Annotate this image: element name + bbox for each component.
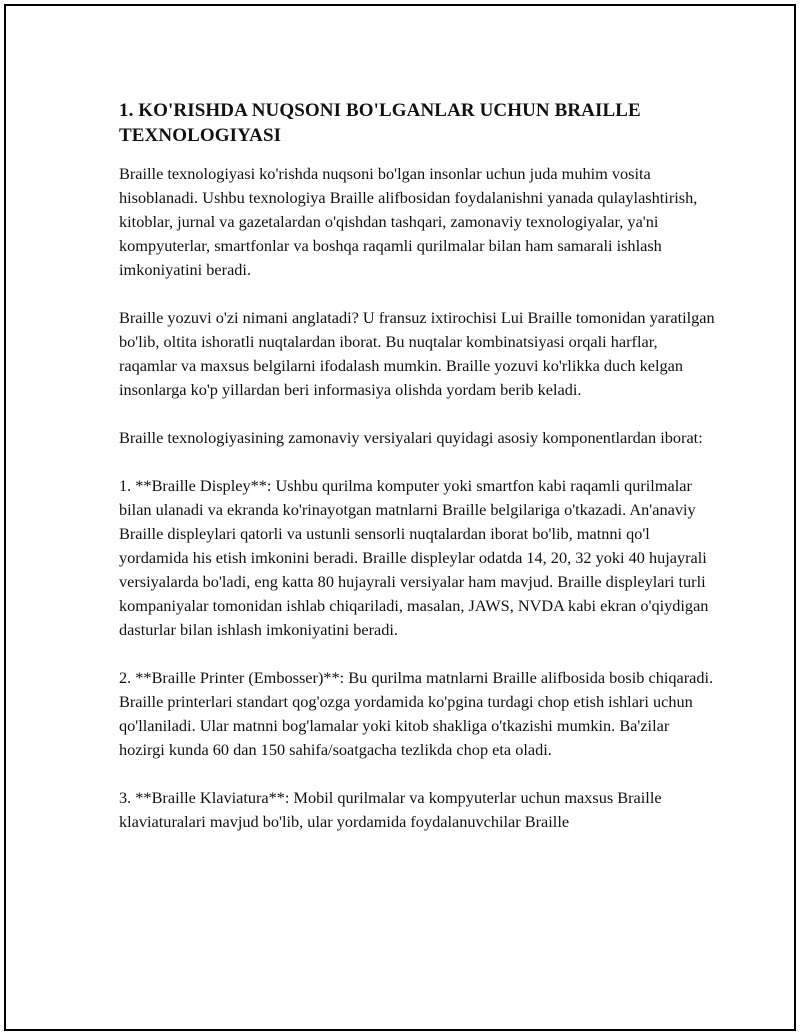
document-body (119, 98, 719, 858)
paragraph-braille-display: 1. **Braille Displey**: Ushbu qurilma komputer yoki smartfon kabi raqamli qurilmalar bilan ulanadi va ekranda ko'rinayotgan matnlarni Braille belgilariga o'tkazadi. An'anaviy Braille displeylari qatorli va ustunli sensorli nuqtalardan iborat bo'lib, matnni qo'l yordamida his etish imkonini beradi. Braille displeylar odatda 14, 20, 32 yoki 40 hujayrali versiyalarda bo'ladi, eng katta 80 hujayrali versiyalar ham mavjud. Braille displeylari turli kompaniyalar tomonidan ishlab chiqariladi, masalan, JAWS, NVDA kabi ekran o'qiydigan dasturlar bilan ishlash imkoniyatini beradi. (119, 476, 709, 639)
document-title: 1. KO'RISHDA NUQSONI BO'LGANLAR UCHUN BRAILLE TEXNOLOGIYASI (119, 100, 641, 146)
paragraph-intro: Braille texnologiyasi ko'rishda nuqsoni bo'lgan insonlar uchun juda muhim vosita hisoblanadi. Ushbu texnologiya Braille alifbosidan foydalanishni yanada qulaylashtirish, kitoblar, jurnal va gazetalardan o'qishdan tashqari, zamonaviy texnologiyalar, ya'ni kompyuterlar, smartfonlar va boshqa raqamli qurilmalar bilan ham samarali ishlash imkoniyatini beradi. (119, 164, 698, 279)
paragraph-braille-writing: Braille yozuvi o'zi nimani anglatadi? U fransuz ixtirochisi Lui Braille tomonidan yaratilgan bo'lib, oltita ishoratli nuqtalardan iborat. Bu nuqtalar kombinatsiyasi orqali harflar, raqamlar va maxsus belgilarni ifodalash mumkin. Braille yozuvi ko'rlikka duch kelgan insonlarga ko'p yillardan beri informasiya olishda yordam berib keladi. (119, 308, 715, 399)
paragraph-components-intro: Braille texnologiyasining zamonaviy versiyalari quyidagi asosiy komponentlardan iborat: (119, 428, 703, 447)
document-page (4, 4, 796, 1031)
paragraph-braille-keyboard: 3. **Braille Klaviatura**: Mobil qurilmalar va kompyuterlar uchun maxsus Braille klaviaturalari mavjud bo'lib, ular yordamida foydalanuvchilar Braille (119, 788, 662, 831)
paragraph-braille-printer: 2. **Braille Printer (Embosser)**: Bu qurilma matnlarni Braille alifbosida bosib chiqaradi. Braille printerlari standart qog'ozga yordamida ko'pgina turdagi chop etish ishlari uchun qo'llaniladi. Ular matnni bog'lamalar yoki kitob shakliga o'tkazishi mumkin. Ba'zilar hozirgi kunda 60 dan 150 sahifa/soatgacha tezlikda chop eta oladi. (119, 668, 714, 759)
